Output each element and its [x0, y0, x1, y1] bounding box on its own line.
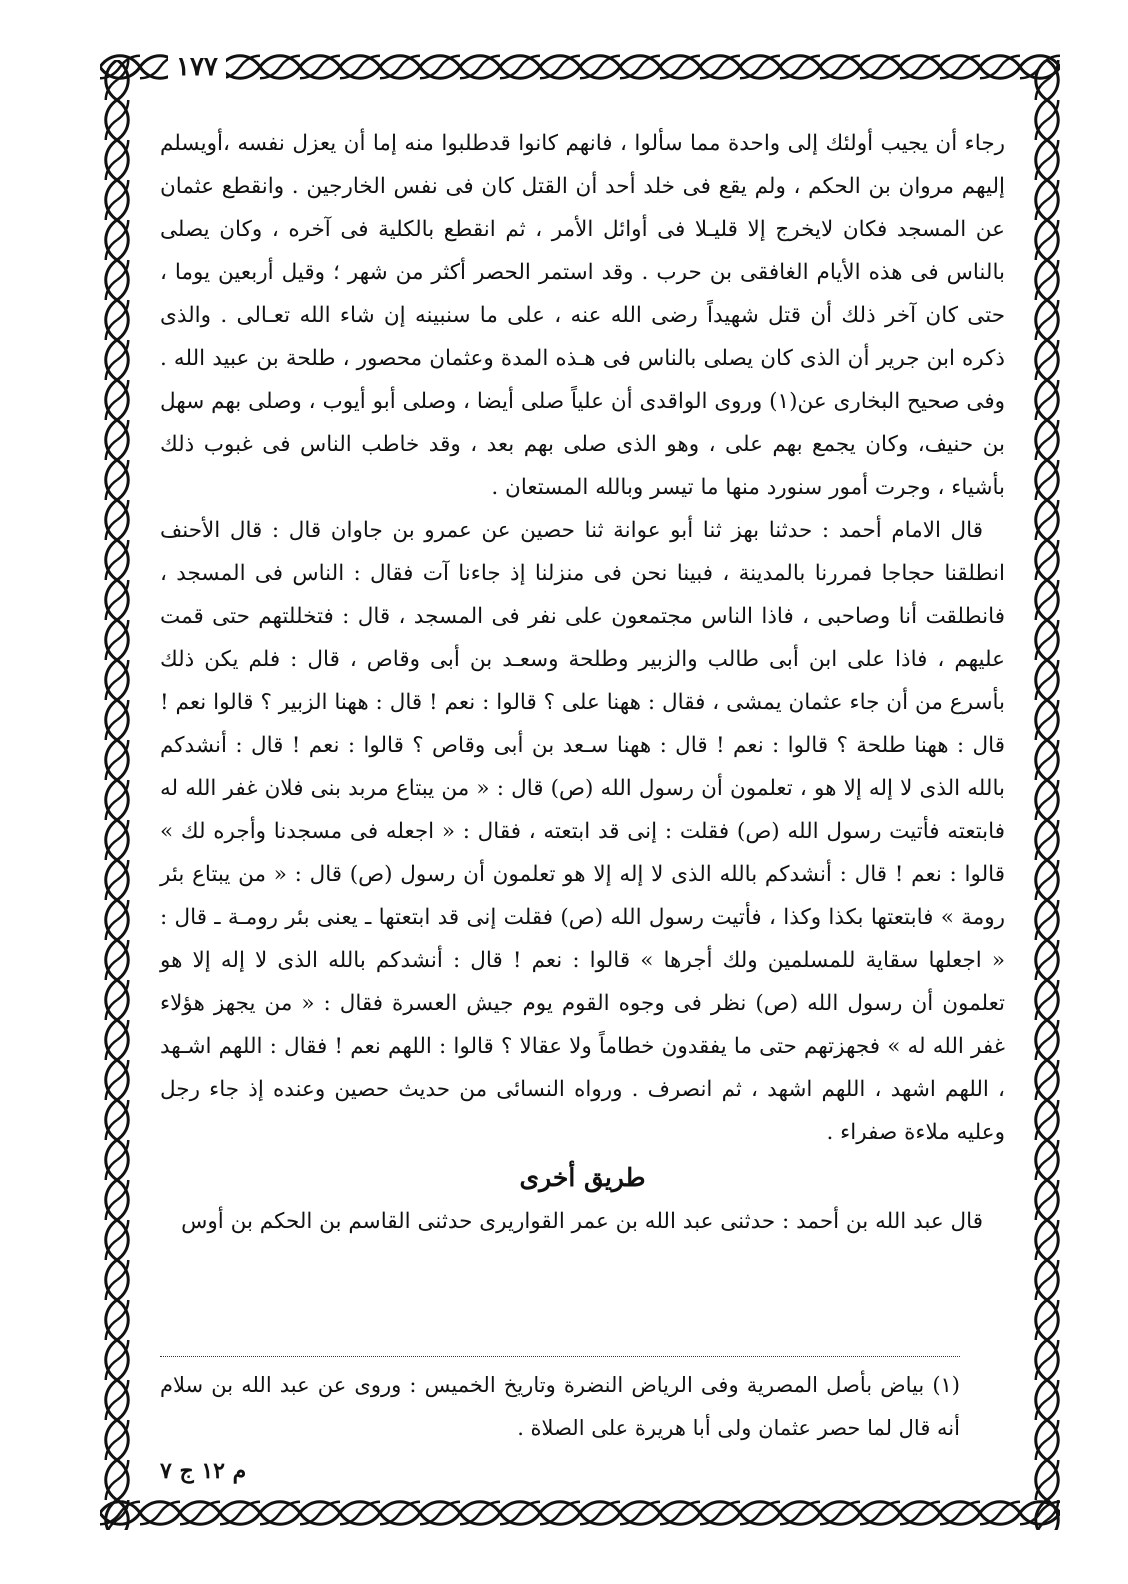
decorative-border-left	[100, 60, 134, 1530]
paragraph: قال عبد الله بن أحمد : حدثنى عبد الله بن عمر القواريرى حدثنى القاسم بن الحكم بن أوس	[181, 1209, 983, 1234]
footnotes	[160, 1364, 960, 1450]
main-text	[160, 122, 1005, 1243]
decorative-border-bottom	[100, 1496, 1060, 1530]
decorative-border-right	[1030, 60, 1064, 1530]
page-number: ١٧٧	[168, 52, 226, 82]
section-heading: طريق أخرى	[519, 1163, 646, 1192]
paragraph: قال الامام أحمد : حدثنا بهز ثنا أبو عوانة ثنا حصين عن عمرو بن جاوان قال : قال الأحنف انطلقنا حجاجا فمررنا بالمدينة ، فبينا نحن فى منزلنا إذ جاءنا آت فقال : الناس فى المسجد ، فانطلقت أنا وصاحبى ، فاذا الناس مجتمعون على نفر فى المسجد ، قال : فتخللتهم حتى قمت عليهم ، فاذا على ابن أبى طالب والزبير وطلحة وسعـد بن أبى وقاص ، قال : فلم يكن ذلك بأسرع من أن جاء عثمان يمشى ، فقال : ههنا على ؟ قالوا : نعم ! قال : ههنا الزبير ؟ قالوا نعم ! قال : ههنا طلحة ؟ قالوا : نعم ! قال : ههنا سـعد بن أبى وقاص ؟ قالوا : نعم ! قال : أنشدكم بالله الذى لا إله إلا هو ، تعلمون أن رسول الله (ص) قال : « من يبتاع مربد بنى فلان غفر الله له فابتعته فأتيت رسول الله (ص) فقلت : إنى قد ابتعته ، فقال : « اجعله فى مسجدنا وأجره لك » قالوا : نعم ! قال : أنشدكم بالله الذى لا إله إلا هو تعلمون أن رسول (ص) قال : « من يبتاع بئر رومة » فابتعتها بكذا وكذا ، فأتيت رسول الله (ص) فقلت إنى قد ابتعتها ـ يعنى بئر رومـة ـ قال : « اجعلها سقاية للمسلمين ولك أجرها » قالوا : نعم ! قال : أنشدكم بالله الذى لا إله إلا هو تعلمون أن رسول الله (ص) نظر فى وجوه القوم يوم جيش العسرة فقال : « من يجهز هؤلاء غفر الله له » فجهزتهم حتى ما يفقدون خطاماً ولا عقالا ؟ قالوا : اللهم نعم ! فقال : اللهم اشـهد ، اللهم اشهد ، اللهم اشهد ، ثم انصرف . ورواه النسائى من حديث حصين وعنده إذ جاء رجل وعليه ملاءة صفراء .	[160, 518, 1005, 1145]
footnote: (١) بياض بأصل المصرية وفى الرياض النضرة وتاريخ الخميس : وروى عن عبد الله بن سلام أنه قال لما حصر عثمان ولى أبا هريرة على الصلاة .	[160, 1373, 960, 1440]
footnote-divider	[160, 1356, 960, 1357]
decorative-border-top	[100, 50, 1060, 84]
paragraph: رجاء أن يجيب أولئك إلى واحدة مما سألوا ، فانهم كانوا قدطلبوا منه إما أن يعزل نفسه ،أويسلم إليهم مروان بن الحكم ، ولم يقع فى خلد أحد أن القتل كان فى نفس الخارجين . وانقطع عثمان عن المسجد فكان لايخرج إلا قليـلا فى أوائل الأمر ، ثم انقطع بالكلية فى آخره ، وكان يصلى بالناس فى هذه الأيام الغافقى بن حرب . وقد استمر الحصر أكثر من شهر ؛ وقيل أربعين يوما ، حتى كان آخر ذلك أن قتل شهيداً رضى الله عنه ، على ما سنبينه إن شاء الله تعـالى . والذى ذكره ابن جرير أن الذى كان يصلى بالناس فى هـذه المدة وعثمان محصور ، طلحة بن عبيد الله . وفى صحيح البخارى عن(١) وروى الواقدى أن علياً صلى أيضا ، وصلى أبو أيوب ، وصلى بهم سهل بن حنيف، وكان يجمع بهم على ، وهو الذى صلى بهم بعد ، وقد خاطب الناس فى غبوب ذلك بأشياء ، وجرت أمور سنورد منها ما تيسر وبالله المستعان .	[160, 131, 1005, 500]
printer-signature: م ١٢ ج ٧	[160, 1458, 247, 1484]
